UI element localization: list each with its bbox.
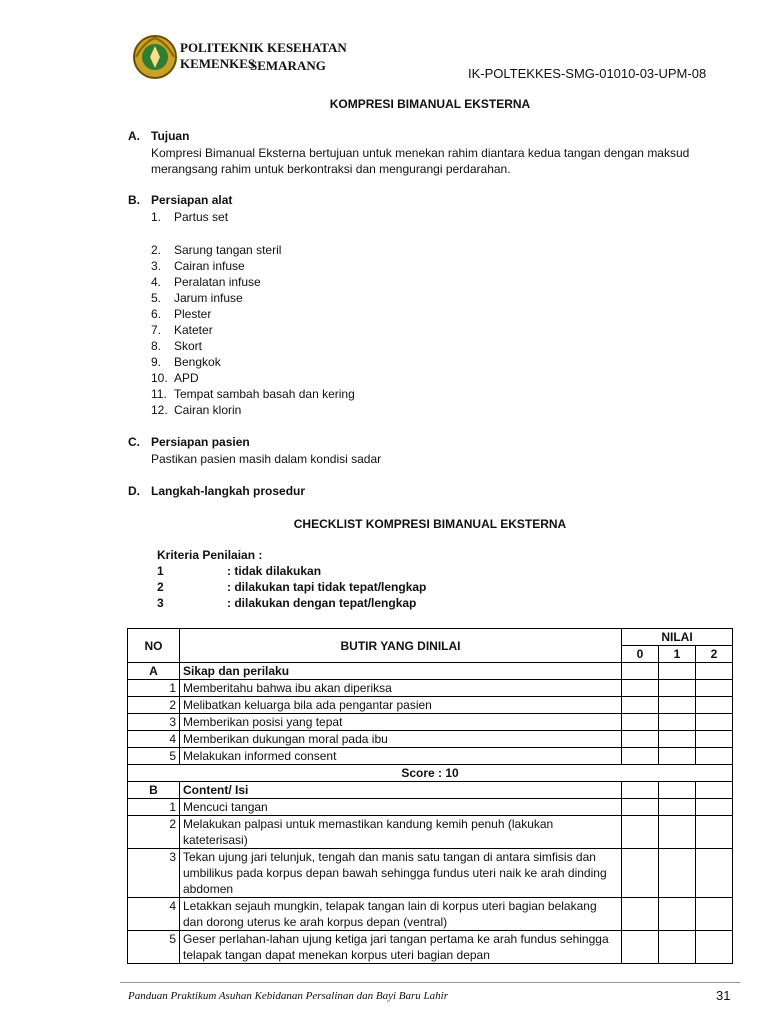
list-number: 4. xyxy=(151,275,162,289)
org-name-line1: POLITEKNIK KESEHATAN KEMENKES xyxy=(180,40,347,71)
table-header-row xyxy=(128,629,733,646)
group-score: Score : 10 xyxy=(128,765,733,782)
score-cell[interactable] xyxy=(696,799,733,816)
list-number: 9. xyxy=(151,355,162,369)
list-number: 5. xyxy=(151,291,162,305)
score-cell[interactable] xyxy=(622,697,659,714)
section-a-text: Kompresi Bimanual Eksterna bertujuan untuk menekan rahim diantara kedua tangan dengan maksud merangsang rahim untuk berkontraksi dan mengurangi perdarahan. xyxy=(151,146,690,176)
institution-logo xyxy=(128,34,383,80)
score-cell[interactable] xyxy=(622,931,659,964)
section-title: Persiapan alat xyxy=(151,193,233,207)
section-letter: C. xyxy=(128,435,140,449)
score-cell[interactable] xyxy=(696,731,733,748)
document-code: IK-POLTEKKES-SMG-01010-03-UPM-08 xyxy=(468,66,707,81)
org-name-line2: SEMARANG xyxy=(250,58,326,73)
score-cell[interactable] xyxy=(696,748,733,765)
score-cell[interactable] xyxy=(696,697,733,714)
score-cell[interactable] xyxy=(622,731,659,748)
score-cell[interactable] xyxy=(659,799,696,816)
row-no: 5 xyxy=(128,931,180,964)
score-cell[interactable] xyxy=(659,816,696,849)
group-label: Content/ Isi xyxy=(180,782,622,799)
score-cell[interactable] xyxy=(696,816,733,849)
criteria-key: 2 xyxy=(157,580,164,594)
row-item: Mencuci tangan xyxy=(180,799,622,816)
row-item: Memberitahu bahwa ibu akan diperiksa xyxy=(180,680,622,697)
section-letter: B. xyxy=(128,193,140,207)
score-cell[interactable] xyxy=(622,898,659,931)
row-no: 4 xyxy=(128,898,180,931)
header-no: NO xyxy=(128,629,180,663)
section-d-heading xyxy=(128,484,305,498)
table-row xyxy=(128,849,733,898)
checklist-table xyxy=(127,628,733,964)
score-cell[interactable] xyxy=(622,663,659,680)
list-text: Kateter xyxy=(174,323,213,337)
row-item: Tekan ujung jari telunjuk, tengah dan manis satu tangan di antara simfisis dan umbilikus pada korpus depan bawah sehingga fundus uteri naik ke arah dinding abdomen xyxy=(180,849,622,898)
list-item xyxy=(151,274,261,290)
score-cell[interactable] xyxy=(659,931,696,964)
criteria-key: 1 xyxy=(157,564,164,578)
criteria-item xyxy=(157,595,416,611)
list-text: Cairan infuse xyxy=(174,259,245,273)
score-cell[interactable] xyxy=(659,697,696,714)
list-text: Sarung tangan steril xyxy=(174,243,282,257)
list-number: 1. xyxy=(151,210,162,224)
group-row xyxy=(128,663,733,680)
score-cell[interactable] xyxy=(622,799,659,816)
score-cell[interactable] xyxy=(696,782,733,799)
score-cell[interactable] xyxy=(696,680,733,697)
criteria-key: 3 xyxy=(157,596,164,610)
row-no: 2 xyxy=(128,816,180,849)
list-text: Cairan klorin xyxy=(174,403,242,417)
list-number: 2. xyxy=(151,243,162,257)
score-cell[interactable] xyxy=(622,849,659,898)
list-text: Partus set xyxy=(174,210,229,224)
row-item: Memberikan dukungan moral pada ibu xyxy=(180,731,622,748)
score-cell[interactable] xyxy=(659,680,696,697)
list-number: 10. xyxy=(151,371,168,385)
score-cell[interactable] xyxy=(659,748,696,765)
row-no: 4 xyxy=(128,731,180,748)
table-row xyxy=(128,748,733,765)
table-row xyxy=(128,898,733,931)
section-title: Tujuan xyxy=(151,129,190,143)
page-number: 31 xyxy=(716,988,731,1003)
score-cell[interactable] xyxy=(622,748,659,765)
list-number: 6. xyxy=(151,307,162,321)
section-title: Persiapan pasien xyxy=(151,435,250,449)
score-col-2: 2 xyxy=(696,646,733,663)
score-row xyxy=(128,765,733,782)
list-number: 7. xyxy=(151,323,162,337)
list-item xyxy=(151,290,243,306)
row-item: Letakkan sejauh mungkin, telapak tangan lain di korpus uteri bagian belakang dan dorong uterus ke arah korpus depan (ventral) xyxy=(180,898,622,931)
score-cell[interactable] xyxy=(696,898,733,931)
row-item: Geser perlahan-lahan ujung ketiga jari tangan pertama ke arah fundus sehingga telapak tangan dapat menekan korpus uteri bagian depan xyxy=(180,931,622,964)
group-no: A xyxy=(128,663,180,680)
checklist-title: CHECKLIST KOMPRESI BIMANUAL EKSTERNA xyxy=(293,517,567,531)
list-number: 12. xyxy=(151,403,168,417)
row-no: 1 xyxy=(128,799,180,816)
score-cell[interactable] xyxy=(659,731,696,748)
group-no: B xyxy=(128,782,180,799)
list-text: APD xyxy=(174,371,199,385)
table-row xyxy=(128,931,733,964)
footer-divider xyxy=(120,982,740,983)
table-row xyxy=(128,714,733,731)
list-item xyxy=(151,370,199,386)
score-cell[interactable] xyxy=(659,714,696,731)
row-no: 5 xyxy=(128,748,180,765)
list-number: 11. xyxy=(151,387,167,401)
row-no: 3 xyxy=(128,849,180,898)
footer-book-title: Panduan Praktikum Asuhan Kebidanan Persalinan dan Bayi Baru Lahir xyxy=(128,990,449,1002)
score-cell[interactable] xyxy=(659,663,696,680)
section-letter: D. xyxy=(128,484,140,498)
criteria-value: : dilakukan tapi tidak tepat/lengkap xyxy=(227,580,427,594)
score-cell[interactable] xyxy=(622,714,659,731)
section-b-heading xyxy=(128,193,232,207)
score-cell[interactable] xyxy=(696,931,733,964)
score-col-1: 1 xyxy=(659,646,696,663)
score-cell[interactable] xyxy=(659,898,696,931)
score-col-0: 0 xyxy=(622,646,659,663)
list-item xyxy=(151,402,241,418)
header-item: BUTIR YANG DINILAI xyxy=(180,629,622,663)
row-no: 2 xyxy=(128,697,180,714)
table-row xyxy=(128,680,733,697)
row-item: Melakukan informed consent xyxy=(180,748,622,765)
score-cell[interactable] xyxy=(622,816,659,849)
list-item xyxy=(151,338,202,354)
row-no: 3 xyxy=(128,714,180,731)
row-item: Melibatkan keluarga bila ada pengantar pasien xyxy=(180,697,622,714)
group-row xyxy=(128,782,733,799)
list-text: Skort xyxy=(174,339,203,353)
score-cell[interactable] xyxy=(696,714,733,731)
list-item xyxy=(151,258,245,274)
header-score: NILAI xyxy=(622,629,733,646)
row-no: 1 xyxy=(128,680,180,697)
section-c-heading xyxy=(128,435,250,449)
criteria-value: : tidak dilakukan xyxy=(227,564,322,578)
criteria-label: Kriteria Penilaian : xyxy=(157,548,263,562)
score-cell[interactable] xyxy=(696,849,733,898)
section-a-heading xyxy=(128,129,189,143)
emblem-icon xyxy=(132,34,178,80)
list-item xyxy=(151,209,228,225)
criteria-value: : dilakukan dengan tepat/lengkap xyxy=(227,596,417,610)
list-item xyxy=(151,242,281,258)
row-item: Melakukan palpasi untuk memastikan kandung kemih penuh (lakukan kateterisasi) xyxy=(180,816,622,849)
list-number: 8. xyxy=(151,339,162,353)
score-cell[interactable] xyxy=(659,782,696,799)
list-text: Peralatan infuse xyxy=(174,275,261,289)
list-item xyxy=(151,354,221,370)
score-cell[interactable] xyxy=(622,782,659,799)
criteria-item xyxy=(157,563,321,579)
list-number: 3. xyxy=(151,259,162,273)
list-item xyxy=(151,322,213,338)
row-item: Memberikan posisi yang tepat xyxy=(180,714,622,731)
score-cell[interactable] xyxy=(622,680,659,697)
section-title: Langkah-langkah prosedur xyxy=(151,484,306,498)
table-row xyxy=(128,816,733,849)
group-label: Sikap dan perilaku xyxy=(180,663,622,680)
list-text: Tempat sambah basah dan kering xyxy=(174,387,355,401)
criteria-item xyxy=(157,579,426,595)
list-item xyxy=(151,386,355,402)
page-title: KOMPRESI BIMANUAL EKSTERNA xyxy=(329,97,531,111)
score-cell[interactable] xyxy=(659,849,696,898)
list-text: Bengkok xyxy=(174,355,221,369)
list-text: Plester xyxy=(174,307,212,321)
section-c-text: Pastikan pasien masih dalam kondisi sadar xyxy=(151,452,382,466)
score-cell[interactable] xyxy=(696,663,733,680)
list-item xyxy=(151,306,211,322)
section-letter: A. xyxy=(128,129,140,143)
list-text: Jarum infuse xyxy=(174,291,243,305)
table-row xyxy=(128,697,733,714)
table-row xyxy=(128,799,733,816)
table-row xyxy=(128,731,733,748)
